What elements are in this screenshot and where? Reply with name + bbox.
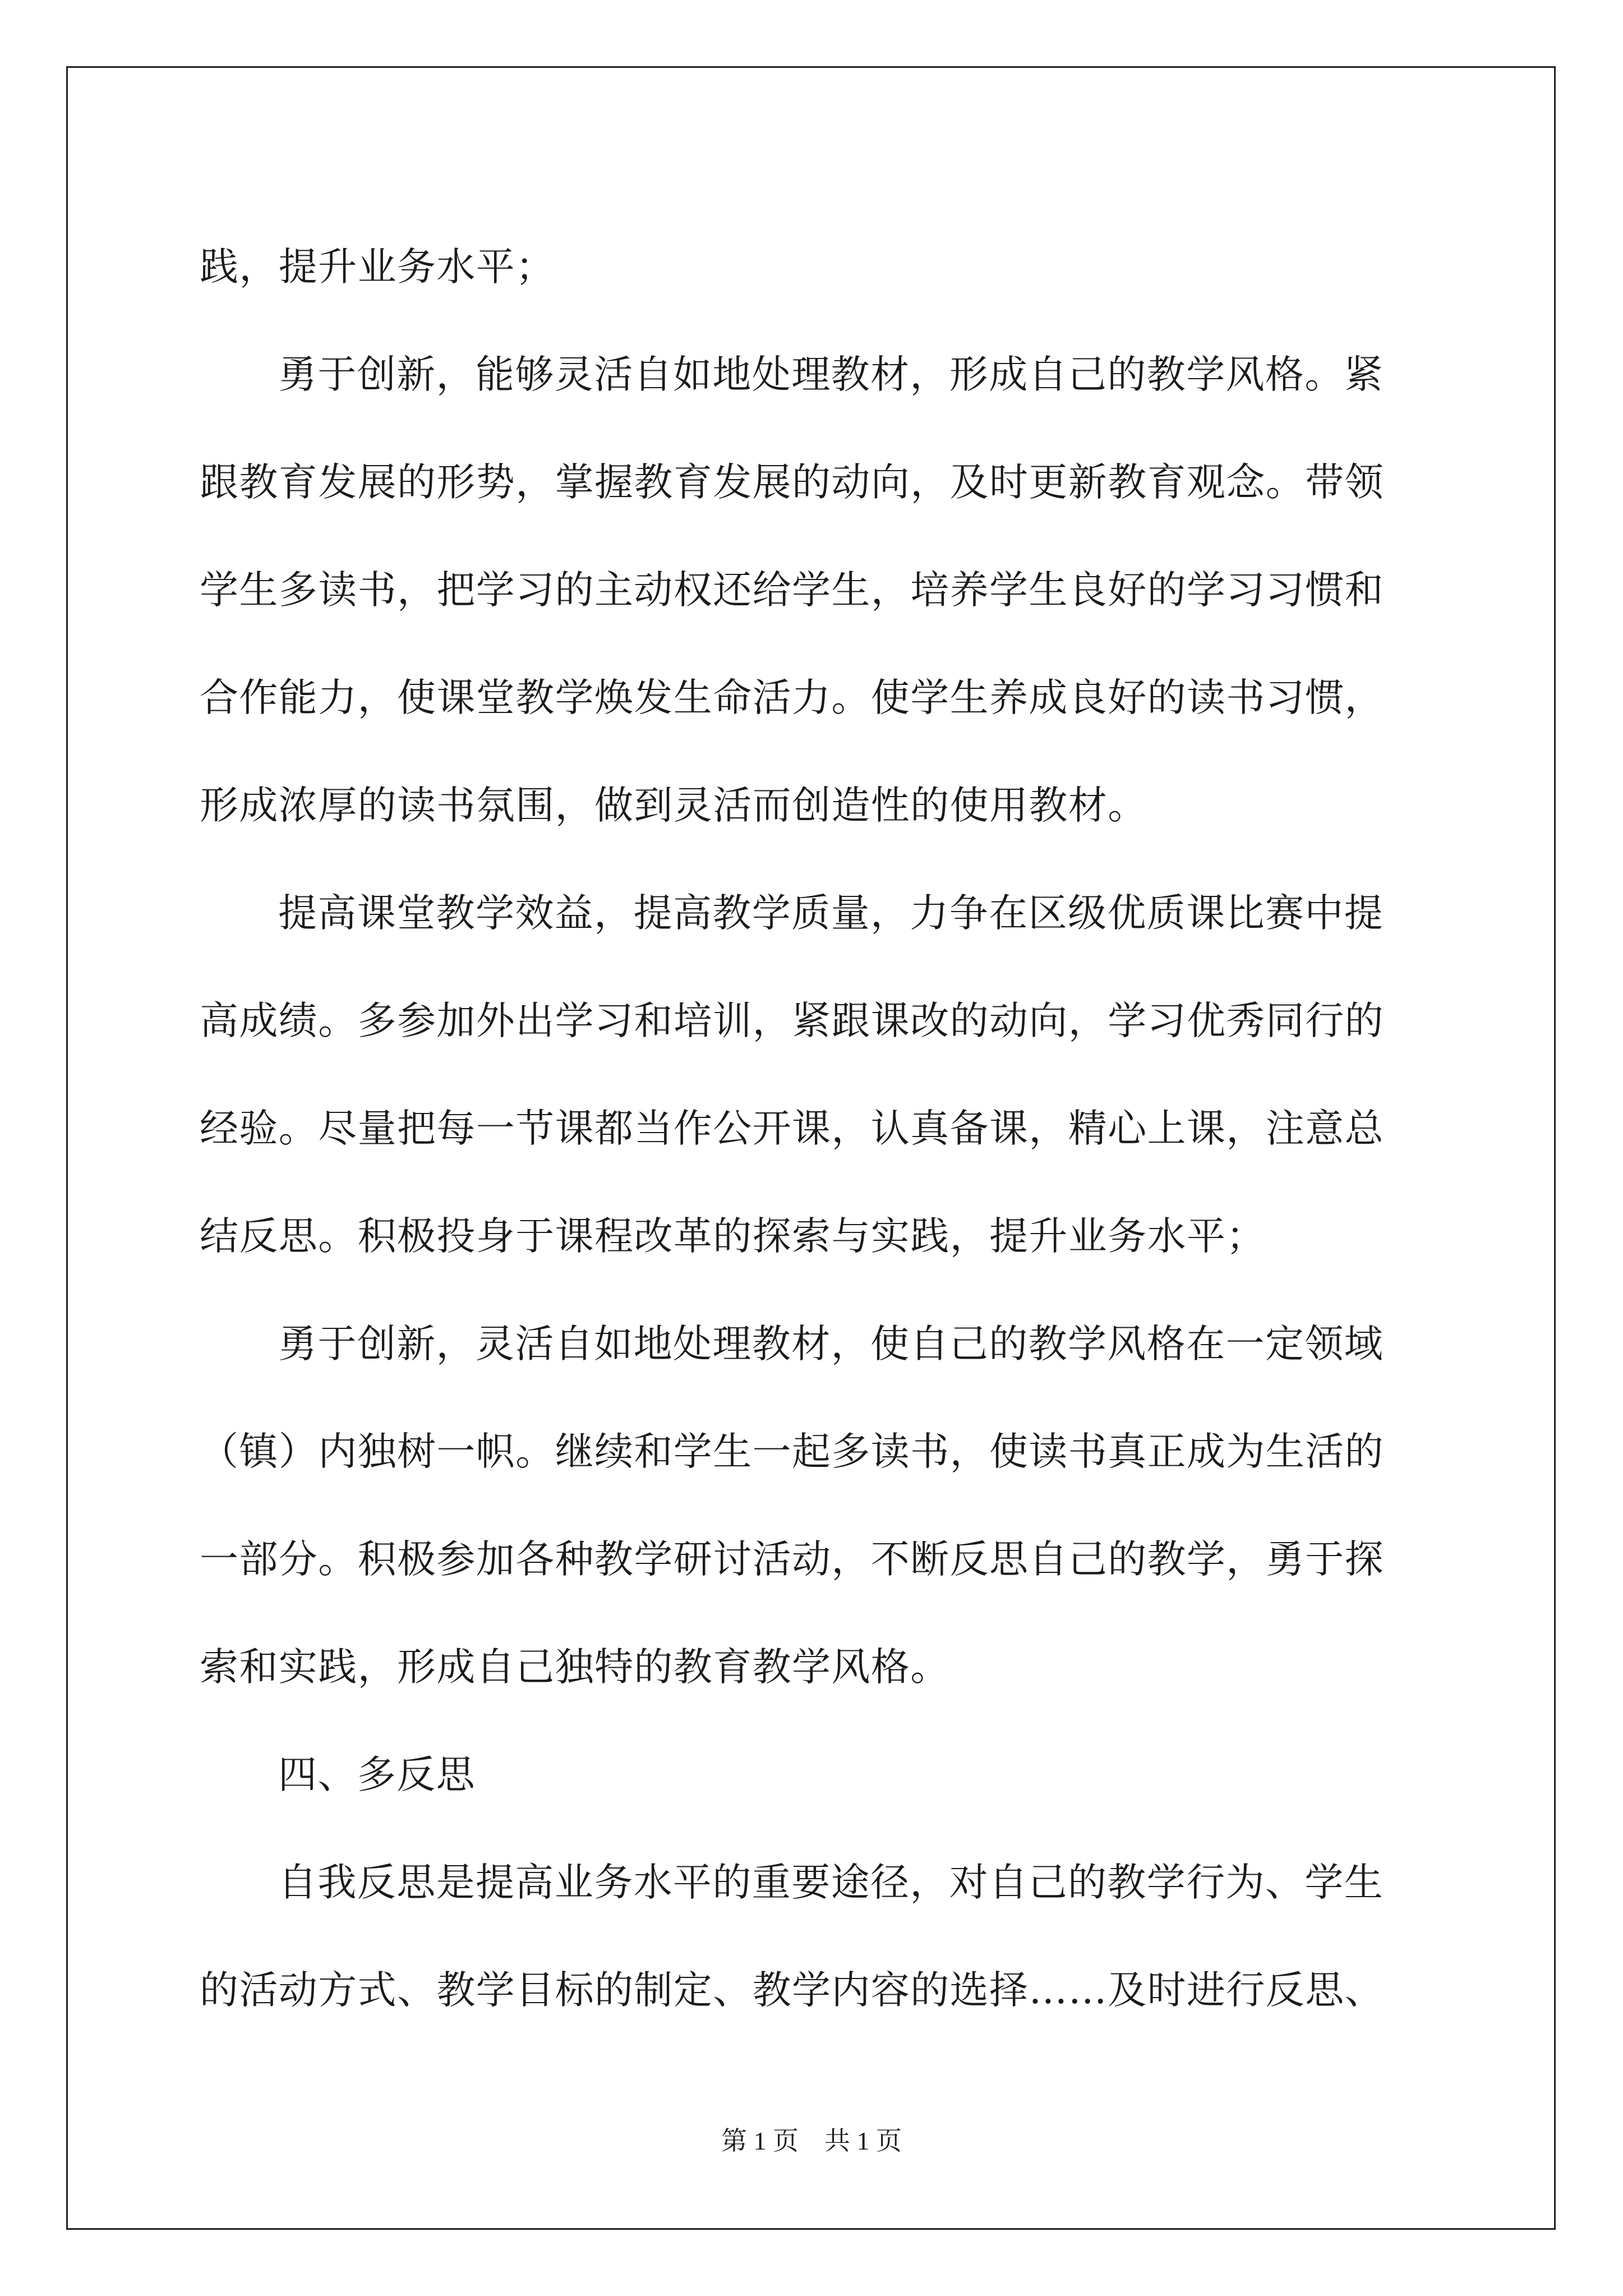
text-line: 合作能力，使课堂教学焕发生命活力。使学生养成良好的读书习惯， (200, 675, 1384, 720)
text-line: 践，提升业务水平； (200, 245, 555, 289)
text-line: 跟教育发展的形势，掌握教育发展的动向，及时更新教育观念。带领 (200, 460, 1384, 505)
text-line: 自我反思是提高业务水平的重要途径，对自己的教学行为、学生 (278, 1860, 1384, 1905)
text-line: 高成绩。多参加外出学习和培训，紧跟课改的动向，学习优秀同行的 (200, 999, 1384, 1043)
text-line: 学生多读书，把学习的主动权还给学生，培养学生良好的学习习惯和 (200, 568, 1384, 613)
text-line: 一部分。积极参加各种教学研讨活动，不断反思自己的教学，勇于探 (200, 1537, 1384, 1582)
text-line: 形成浓厚的读书氛围，做到灵活而创造性的使用教材。 (200, 783, 1147, 828)
document-body (200, 213, 1422, 2044)
text-line: 勇于创新，灵活自如地处理教材，使自己的教学风格在一定领域 (278, 1322, 1384, 1366)
page-number-footer: 第 1 页 共 1 页 (721, 2127, 902, 2155)
text-line: 索和实践，形成自己独特的教育教学风格。 (200, 1645, 950, 1690)
text-line: 的活动方式、教学目标的制定、教学内容的选择……及时进行反思、 (200, 1968, 1384, 2013)
text-line: 经验。尽量把每一节课都当作公开课，认真备课，精心上课，注意总 (200, 1106, 1384, 1151)
section-heading: 四、多反思 (278, 1752, 476, 1797)
text-line: 勇于创新，能够灵活自如地处理教材，形成自己的教学风格。紧 (278, 352, 1384, 397)
text-line: 提高课堂教学效益，提高教学质量，力争在区级优质课比赛中提 (278, 891, 1384, 936)
text-line: 结反思。积极投身于课程改革的探索与实践，提升业务水平； (200, 1214, 1266, 1259)
text-line: （镇）内独树一帜。继续和学生一起多读书，使读书真正成为生活的 (200, 1429, 1384, 1474)
